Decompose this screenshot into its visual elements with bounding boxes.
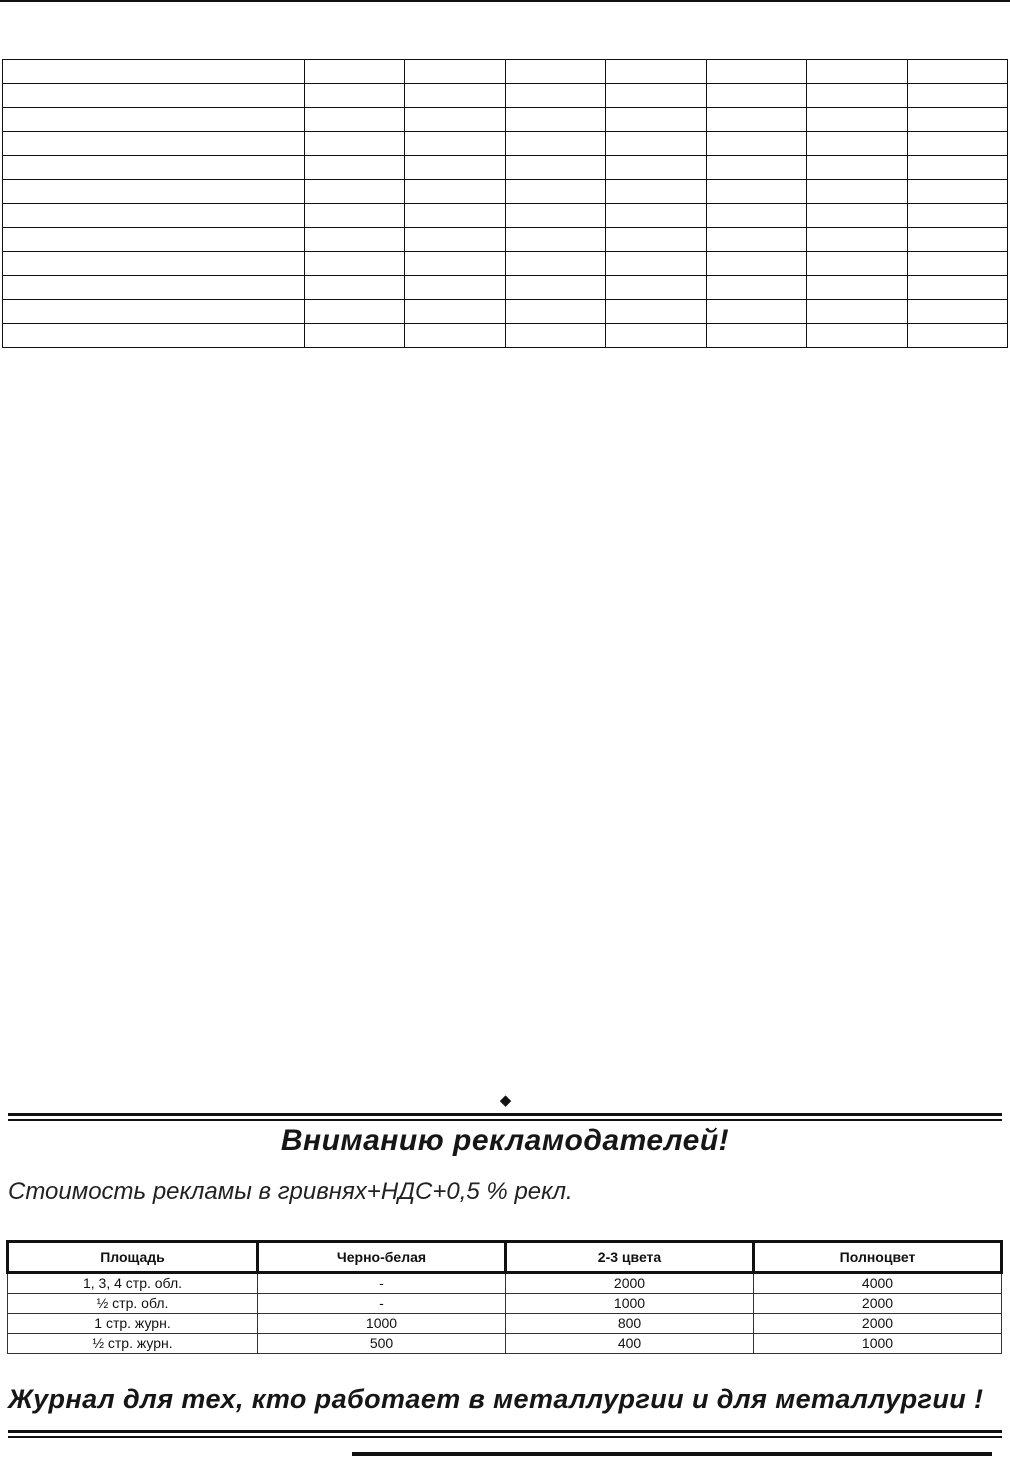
grid-cell	[405, 300, 505, 324]
grid-cell	[305, 180, 405, 204]
ad-subhead: Стоимость рекламы в гривнях+НДС+0,5 % рекл.	[8, 1178, 573, 1205]
table-cell: 2000	[506, 1273, 754, 1294]
grid-row	[3, 84, 1008, 108]
table-cell: 800	[506, 1314, 754, 1334]
grid-row	[3, 132, 1008, 156]
grid-cell	[305, 108, 405, 132]
grid-cell	[706, 84, 806, 108]
ad-headline: Вниманию рекламодателей!	[280, 1124, 730, 1157]
col-header-full-color: Полноцвет	[754, 1242, 1002, 1273]
grid-cell	[3, 84, 305, 108]
grid-cell	[405, 156, 505, 180]
grid-cell	[305, 252, 405, 276]
grid-cell	[606, 204, 706, 228]
grid-row	[3, 108, 1008, 132]
table-cell: 500	[258, 1334, 506, 1354]
grid-cell	[3, 204, 305, 228]
grid-cell	[807, 84, 907, 108]
grid-cell	[606, 228, 706, 252]
grid-cell	[606, 276, 706, 300]
grid-cell	[505, 276, 605, 300]
grid-cell	[706, 252, 806, 276]
grid-cell	[907, 180, 1007, 204]
grid-cell	[606, 252, 706, 276]
col-header-area: Площадь	[8, 1242, 258, 1273]
grid-cell	[606, 132, 706, 156]
top-rule	[0, 0, 1010, 2]
grid-cell	[807, 60, 907, 84]
footer-rule	[352, 1452, 992, 1456]
table-cell: ½ стр. журн.	[8, 1334, 258, 1354]
grid-row	[3, 156, 1008, 180]
grid-cell	[606, 84, 706, 108]
grid-cell	[305, 84, 405, 108]
grid-cell	[305, 276, 405, 300]
table-row	[8, 1334, 1002, 1354]
grid-cell	[305, 228, 405, 252]
grid-cell	[706, 324, 806, 348]
grid-cell	[907, 156, 1007, 180]
grid-cell	[3, 108, 305, 132]
table-cell: ½ стр. обл.	[8, 1294, 258, 1314]
table-cell: 1, 3, 4 стр. обл.	[8, 1273, 258, 1294]
grid-cell	[405, 228, 505, 252]
grid-row	[3, 60, 1008, 84]
table-row	[8, 1294, 1002, 1314]
grid-cell	[405, 204, 505, 228]
grid-row	[3, 252, 1008, 276]
grid-cell	[505, 156, 605, 180]
grid-cell	[405, 324, 505, 348]
grid-cell	[706, 204, 806, 228]
grid-cell	[606, 180, 706, 204]
grid-cell	[405, 132, 505, 156]
grid-cell	[3, 180, 305, 204]
grid-cell	[706, 156, 806, 180]
grid-cell	[305, 300, 405, 324]
grid-cell	[807, 252, 907, 276]
table-cell: -	[258, 1273, 506, 1294]
table-cell: -	[258, 1294, 506, 1314]
grid-cell	[907, 132, 1007, 156]
grid-cell	[606, 324, 706, 348]
grid-cell	[606, 156, 706, 180]
table-cell: 1000	[506, 1294, 754, 1314]
grid-cell	[405, 108, 505, 132]
table-cell: 2000	[754, 1314, 1002, 1334]
grid-cell	[505, 228, 605, 252]
grid-cell	[807, 228, 907, 252]
grid-cell	[907, 300, 1007, 324]
table-cell: 400	[506, 1334, 754, 1354]
grid-cell	[907, 60, 1007, 84]
table-cell: 1 стр. журн.	[8, 1314, 258, 1334]
grid-cell	[505, 84, 605, 108]
grid-cell	[706, 300, 806, 324]
grid-cell	[3, 324, 305, 348]
grid-cell	[907, 108, 1007, 132]
grid-cell	[706, 132, 806, 156]
grid-cell	[3, 156, 305, 180]
grid-cell	[505, 204, 605, 228]
grid-cell	[606, 300, 706, 324]
grid-cell	[907, 252, 1007, 276]
grid-cell	[3, 276, 305, 300]
grid-cell	[505, 108, 605, 132]
table-cell: 4000	[754, 1273, 1002, 1294]
grid-cell	[3, 300, 305, 324]
grid-cell	[907, 204, 1007, 228]
grid-cell	[807, 204, 907, 228]
grid-cell	[907, 324, 1007, 348]
grid-cell	[305, 156, 405, 180]
grid-cell	[405, 180, 505, 204]
grid-cell	[706, 108, 806, 132]
grid-cell	[706, 180, 806, 204]
grid-cell	[606, 60, 706, 84]
grid-cell	[807, 108, 907, 132]
col-header-bw: Черно-белая	[258, 1242, 506, 1273]
grid-cell	[505, 324, 605, 348]
table-row	[8, 1273, 1002, 1294]
grid-cell	[405, 60, 505, 84]
grid-cell	[505, 300, 605, 324]
grid-cell	[505, 180, 605, 204]
grid-cell	[907, 276, 1007, 300]
grid-cell	[807, 156, 907, 180]
col-header-2-3-colors: 2-3 цвета	[506, 1242, 754, 1273]
grid-cell	[3, 252, 305, 276]
grid-cell	[305, 60, 405, 84]
grid-cell	[907, 84, 1007, 108]
grid-cell	[405, 252, 505, 276]
grid-cell	[807, 132, 907, 156]
grid-cell	[907, 228, 1007, 252]
grid-cell	[807, 276, 907, 300]
table-cell: 2000	[754, 1294, 1002, 1314]
grid-row	[3, 228, 1008, 252]
grid-cell	[305, 132, 405, 156]
top-double-rule	[8, 1113, 1002, 1121]
grid-row	[3, 300, 1008, 324]
grid-cell	[505, 60, 605, 84]
grid-cell	[505, 252, 605, 276]
empty-grid-table	[2, 59, 1008, 348]
grid-cell	[706, 228, 806, 252]
table-cell: 1000	[258, 1314, 506, 1334]
price-table-header-row	[8, 1242, 1002, 1273]
bottom-double-rule	[8, 1430, 1002, 1438]
ad-slogan: Журнал для тех, кто работает в металлургии и для металлургии !	[8, 1384, 984, 1414]
grid-cell	[807, 300, 907, 324]
grid-row	[3, 204, 1008, 228]
grid-row	[3, 324, 1008, 348]
grid-cell	[706, 276, 806, 300]
grid-cell	[807, 324, 907, 348]
grid-cell	[305, 324, 405, 348]
diamond-icon: ◆	[499, 1092, 512, 1109]
table-cell: 1000	[754, 1334, 1002, 1354]
grid-cell	[405, 276, 505, 300]
grid-cell	[305, 204, 405, 228]
grid-cell	[505, 132, 605, 156]
grid-cell	[807, 180, 907, 204]
grid-cell	[606, 108, 706, 132]
grid-cell	[706, 60, 806, 84]
price-table	[6, 1240, 1003, 1354]
grid-cell	[3, 228, 305, 252]
table-row	[8, 1314, 1002, 1334]
grid-cell	[405, 84, 505, 108]
grid-cell	[3, 60, 305, 84]
grid-cell	[3, 132, 305, 156]
grid-row	[3, 180, 1008, 204]
grid-row	[3, 276, 1008, 300]
